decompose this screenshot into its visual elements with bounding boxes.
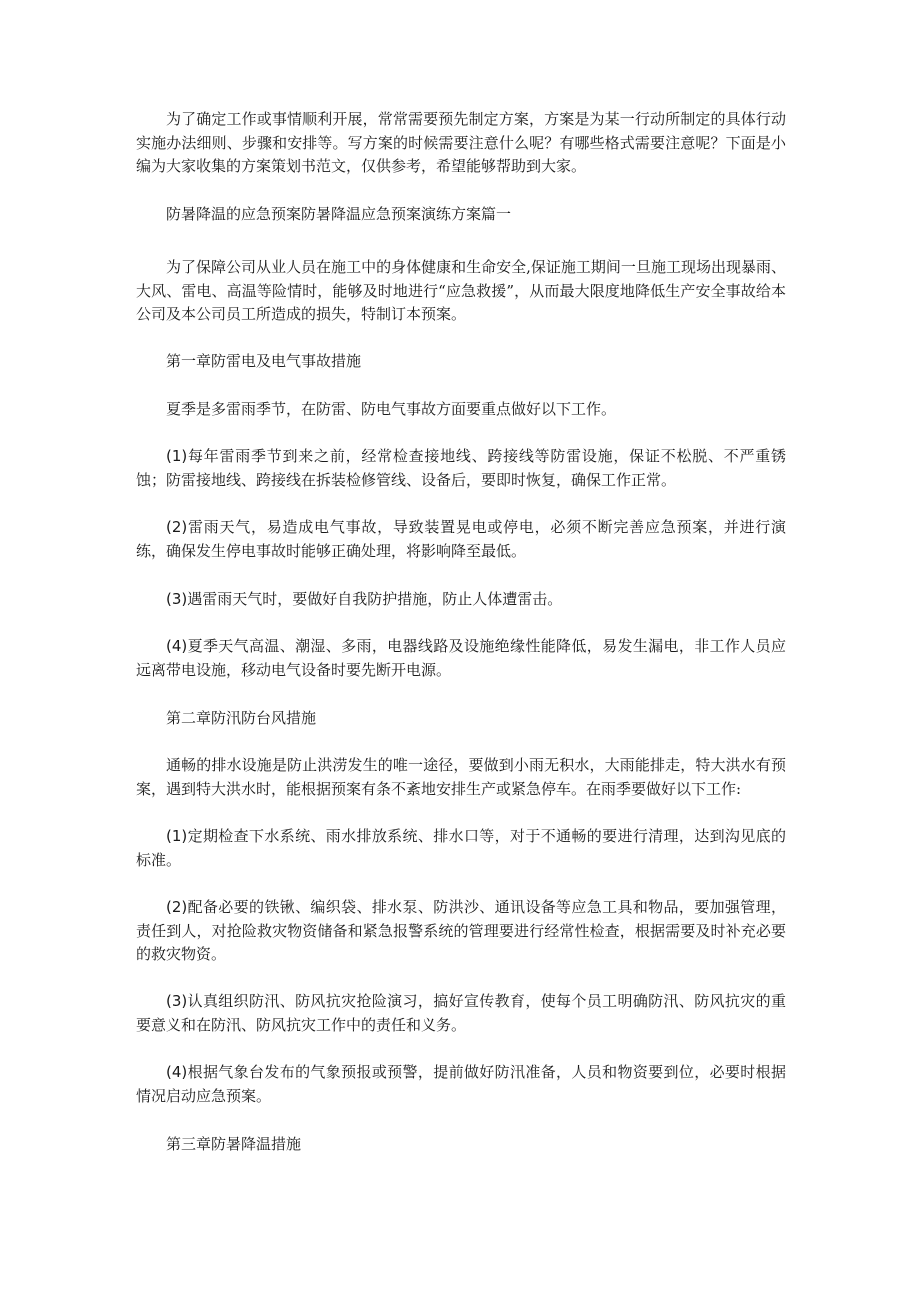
chapter1-item-1 [136,445,786,492]
chapter1-lead: 夏季是多雷雨季节，在防雷、防电气事故方面要重点做好以下工作。 [166,400,617,418]
chapter2-item-1 [136,825,786,872]
item-number: (1) [166,447,188,465]
document-title: 防暑降温的应急预案防暑降温应急预案演练方案篇一 [166,205,512,223]
intro-paragraph: 为了确定工作或事情顺利开展，常常需要预先制定方案，方案是为某一行动所制定的具体行动实施办法细则、步骤和安排等。写方案的时候需要注意什么呢？有哪些格式需要注意呢？下面是小编为大家收集的方案策划书范文，仅供参考，希望能够帮助到大家。 [136,110,786,175]
chapter2-heading: 第二章防汛防台风措施 [166,709,317,727]
chapter2-item-3 [136,990,786,1037]
item-number: (1) [166,827,188,845]
item-number: (2) [166,518,188,536]
purpose-paragraph: 为了保障公司从业人员在施工中的身体健康和生命安全,保证施工期间一旦施工现场出现暴雨、大风、雷电、高温等险情时，能够及时地进行“应急救援”，从而最大限度地降低生产安全事故给本公司及本公司员工所造成的损失，特制订本预案。 [136,258,786,323]
item-number: (3) [166,992,188,1010]
chapter1-item-4 [136,635,786,682]
item-number: (4) [166,637,188,655]
item-text: 雷雨天气，易造成电气事故，导致装置晃电或停电，必须不断完善应急预案，并进行演练，确保发生停电事故时能够正确处理，将影响降至最低。 [136,518,786,560]
item-text: 认真组织防汛、防风抗灾抢险演习，搞好宣传教育，使每个员工明确防汛、防风抗灾的重要意义和在防汛、防风抗灾工作中的责任和义务。 [136,992,786,1034]
item-number: (2) [166,898,188,916]
item-text: 定期检查下水系统、雨水排放系统、排水口等，对于不通畅的要进行清理，达到沟见底的标准。 [136,827,786,869]
chapter1-item-3 [136,588,786,612]
item-number: (3) [166,590,188,608]
chapter2-item-2 [136,896,786,967]
chapter1-heading: 第一章防雷电及电气事故措施 [166,352,362,370]
item-text: 根据气象台发布的气象预报或预警，提前做好防汛准备，人员和物资要到位，必要时根据情况启动应急预案。 [136,1063,786,1105]
item-text: 配备必要的铁锹、编织袋、排水泵、防洪沙、通讯设备等应急工具和物品，要加强管理，责任到人，对抢险救灾物资储备和紧急报警系统的管理要进行经常性检查，根据需要及时补充必要的救灾物资。 [136,898,786,963]
item-text: 夏季天气高温、潮湿、多雨，电器线路及设施绝缘性能降低，易发生漏电，非工作人员应远离带电设施，移动电气设备时要先断开电源。 [136,637,786,679]
chapter2-lead: 通畅的排水设施是防止洪涝发生的唯一途径，要做到小雨无积水，大雨能排走，特大洪水有预案，遇到特大洪水时，能根据预案有条不紊地安排生产或紧急停车。在雨季要做好以下工作: [136,756,786,798]
chapter2-item-4 [136,1061,786,1108]
chapter3-heading: 第三章防暑降温措施 [166,1135,302,1153]
item-number: (4) [166,1063,188,1081]
item-text: 遇雷雨天气时，要做好自我防护措施，防止人体遭雷击。 [187,590,563,608]
item-text: 每年雷雨季节到来之前，经常检查接地线、跨接线等防雷设施，保证不松脱、不严重锈蚀；防雷接地线、跨接线在拆装检修管线、设备后，要即时恢复，确保工作正常。 [136,447,786,489]
chapter1-item-2 [136,516,786,563]
